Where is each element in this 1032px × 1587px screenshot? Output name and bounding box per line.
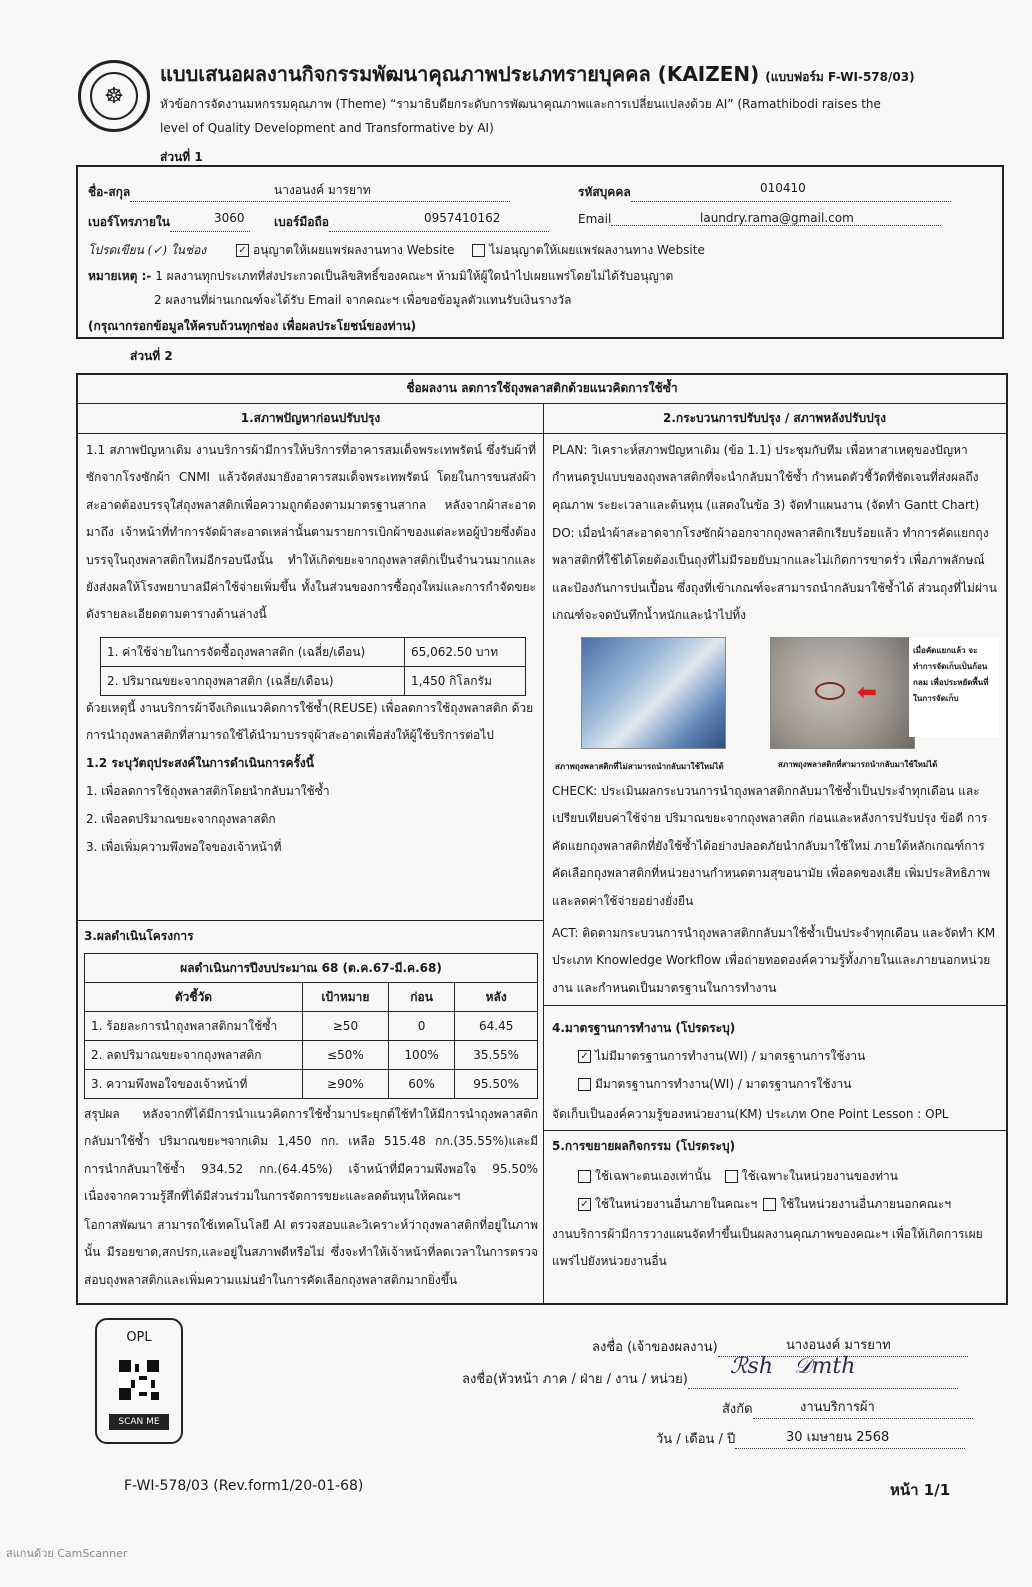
self-only-label: ใช้เฉพาะตนเองเท่านั้น bbox=[595, 1169, 711, 1183]
section-2-header: 2.กระบวนการปรับปรุง / สภาพหลังปรับปรุง bbox=[662, 411, 887, 425]
no-standard-checkbox-checked[interactable]: ✓ bbox=[578, 1050, 591, 1063]
external-unit-label: ใช้ในหน่วยงานอื่นภายนอกคณะฯ bbox=[780, 1197, 952, 1211]
table-header: ตัวชี้วัด เป้าหมาย ก่อน หลัง bbox=[85, 983, 538, 1012]
photo-2-caption: สภาพถุงพลาสติกที่สามารถนำกลับมาใช้ใหม่ได้ bbox=[778, 760, 938, 769]
cost-value: 65,062.50 บาท bbox=[405, 638, 526, 667]
work-title: ชื่อผลงาน ลดการใช้ถุงพลาสติกด้วยแนวคิดการใช้ซ้ำ bbox=[406, 381, 678, 395]
has-standard-checkbox[interactable] bbox=[578, 1078, 591, 1091]
red-arrow-icon: ⬅ bbox=[857, 678, 878, 706]
date-label: วัน / เดือน / ปี bbox=[656, 1432, 736, 1447]
scan-me-label: SCAN ME bbox=[109, 1414, 169, 1430]
cost-label: 2. ปริมาณขยะจากถุงพลาสติก (เฉลี่ย/เดือน) bbox=[101, 667, 405, 696]
part-1-label: ส่วนที่ 1 bbox=[160, 150, 203, 164]
note-2: 2 ผลงานที่ผ่านเกณฑ์จะได้รับ Email จากคณะฯ เพื่อขอข้อมูลตัวแทนรับเงินรางวัล bbox=[154, 293, 572, 307]
section-1-2-header: 1.2 ระบุวัตถุประสงค์ในการดำเนินการครั้งนี้ bbox=[86, 756, 314, 770]
head-signature-scribble: ℛsh 𝒟mth bbox=[730, 1354, 856, 1379]
seal-icon: ☸ bbox=[90, 72, 138, 120]
objective-1: 1. เพื่อลดการใช้ถุงพลาสติกโดยนำกลับมาใช้ซ้ำ bbox=[86, 784, 330, 798]
work-report-box bbox=[76, 373, 1008, 1305]
name-value: นางอนงค์ มารยาท bbox=[274, 183, 371, 197]
form-title: แบบเสนอผลงานกิจกรรมพัฒนาคุณภาพประเภทรายบุคคล (KAIZEN) (แบบฟอร์ม F-WI-578/03) bbox=[160, 62, 915, 86]
choose-label: โปรดเขียน (✓) ในช่อง bbox=[88, 243, 207, 257]
cost-value: 1,450 กิโลกรัม bbox=[405, 667, 526, 696]
page-number: หน้า 1/1 bbox=[890, 1481, 951, 1499]
id-label: รหัสบุคคล bbox=[578, 185, 631, 199]
objective-3: 3. เพื่อเพิ่มความพึงพอใจของเจ้าหน้าที่ bbox=[86, 840, 282, 854]
scanner-watermark: สแกนด้วย CamScanner bbox=[6, 1547, 128, 1560]
photo-note: เมื่อคัดแยกแล้ว จะทำการจัดเก็บเป็นก้อนกลม เพื่อประหยัดพื้นที่ในการจัดเก็บ bbox=[909, 637, 999, 737]
note-label: หมายเหตุ :- bbox=[88, 269, 152, 283]
date-value: 30 เมษายน 2568 bbox=[786, 1430, 890, 1445]
allow-checkbox-checked[interactable]: ✓ bbox=[236, 244, 249, 257]
self-only-checkbox[interactable] bbox=[578, 1170, 591, 1183]
mobile-label: เบอร์มือถือ bbox=[274, 215, 329, 229]
section-4-header: 4.มาตรฐานการทำงาน (โปรดระบุ) bbox=[552, 1021, 736, 1035]
plan-text: PLAN: วิเคราะห์สภาพปัญหาเดิม (ข้อ 1.1) ประชุมกับทีม เพื่อหาสาเหตุของปัญหา กำหนดรูปแบบของถุงพลาสติกที่จะนำกลับมาใช้ซ้ำ กำหนดตัวชี้วัดที่ชัดเจนที่ส่งผลถึงคุณภาพ ระยะเวลาและต้นทุน (แสดงในข้อ 3) จัดทำแผนงาน (จัดทำ Gantt Chart) bbox=[552, 443, 980, 512]
dept-label: สังกัด bbox=[722, 1402, 753, 1417]
table-row: 2. ลดปริมาณขยะจากถุงพลาสติก ≤50% 100% 35.55% bbox=[85, 1041, 538, 1070]
section-3-header: 3.ผลดำเนินโครงการ bbox=[84, 929, 194, 943]
km-note: จัดเก็บเป็นองค์ความรู้ของหน่วยงาน(KM) ประเภท One Point Lesson : OPL bbox=[552, 1107, 949, 1121]
extension-note: งานบริการผ้ามีการวางแผนจัดทำขึ้นเป็นผลงานคุณภาพของคณะฯ เพื่อให้เกิดการเผยแพร่ไปยังหน่วยงานอื่น bbox=[552, 1227, 983, 1269]
email-label: Email bbox=[578, 212, 612, 226]
cost-label: 1. ค่าใช้จ่ายในการจัดซื้อถุงพลาสติก (เฉลี่ย/เดือน) bbox=[101, 638, 405, 667]
dept-value: งานบริการผ้า bbox=[800, 1400, 875, 1415]
table-row bbox=[101, 667, 526, 696]
summary-text: สรุปผล หลังจากที่ได้มีการนำแนวคิดการใช้ซ้ำมาประยุกต์ใช้ทำให้มีการนำถุงพลาสติกกลับมาใช้ซ้ำ ปริมาณขยะฯจากเดิม 1,450 กก. เหลือ 515.48 กก.(35.55%)และมีการนำกลับมาใช้ซ้ำ 934.52 กก.(64.45%) เจ้าหน้าที่มีความพึงพอใจ 95.50% เนื่องจากความรู้สึกที่ได้มีส่วนร่วมในการจัดการขยะและลดต้นทุนให้คณะฯ bbox=[84, 1107, 538, 1204]
results-table bbox=[84, 953, 538, 1099]
name-label: ชื่อ-สกุล bbox=[88, 185, 131, 199]
results-title: ผลดำเนินการปีงบประมาณ 68 (ต.ค.67-มี.ค.68) bbox=[85, 954, 538, 983]
id-value: 010410 bbox=[760, 181, 806, 195]
note-1: 1 ผลงานทุกประเภทที่ส่งประกวดเป็นลิขสิทธิ์ของคณะฯ ห้ามมิให้ผู้ใดนำไปเผยแพร่โดยไม่ได้รับอนุญาต bbox=[155, 269, 674, 283]
section-5-header: 5.การขยายผลกิจกรรม (โปรดระบุ) bbox=[552, 1139, 736, 1153]
owner-sign-label: ลงชื่อ (เจ้าของผลงาน) bbox=[592, 1340, 718, 1355]
owner-sign-value: นางอนงค์ มารยาท bbox=[786, 1338, 891, 1353]
fill-note: (กรุณากรอกข้อมูลให้ครบถ้วนทุกช่อง เพื่อผลประโยชน์ของท่าน) bbox=[88, 319, 417, 333]
deny-checkbox[interactable] bbox=[472, 244, 485, 257]
cost-table bbox=[100, 637, 526, 696]
mobile-value: 0957410162 bbox=[424, 211, 501, 225]
allow-label: อนุญาตให้เผยแพร่ผลงานทาง Website bbox=[253, 243, 455, 257]
qr-top-label: OPL bbox=[126, 1330, 152, 1345]
objective-2: 2. เพื่อลดปริมาณขยะจากถุงพลาสติก bbox=[86, 812, 276, 826]
head-sign-label: ลงชื่อ(หัวหน้า ภาค / ฝ่าย / งาน / หน่วย) bbox=[462, 1372, 688, 1387]
section-1-header: 1.สภาพปัญหาก่อนปรับปรุง bbox=[240, 411, 381, 425]
reuse-text: ด้วยเหตุนี้ งานบริการผ้าจึงเกิดแนวคิดการใช้ซ้ำ(REUSE) เพื่อลดการใช้ถุงพลาสติก ด้วยการนำถุงพลาสติกที่สามารถใช้ได้นำมาบรรจุผ้าสะอาดเพื่อส่งให้ผู้ใช้บริการต่อไป bbox=[86, 701, 534, 743]
email-value: laundry.rama@gmail.com bbox=[700, 211, 854, 225]
act-text: ACT: ติดตามกระบวนการนำถุงพลาสติกกลับมาใช้ซ้ำเป็นประจำทุกเดือน และจัดทำ KM ประเภท Knowledge Workflow เพื่อถ่ายทอดองค์ความรู้ทั้งภายในและภายนอกหน่วยงาน และกำหนดเป็นมาตรฐานในการทำงาน bbox=[552, 926, 996, 995]
form-number: (แบบฟอร์ม F-WI-578/03) bbox=[765, 70, 915, 84]
opportunity-text: โอกาสพัฒนา สามารถใช้เทคโนโลยี AI ตรวจสอบและวิเคราะห์ว่าถุงพลาสติกที่อยู่ในภาพนั้น มีรอยขาด,สกปรก,และอยู่ในสภาพดีหรือไม่ ซึ่งจะทำให้เจ้าหน้าที่ลดเวลาในการตรวจสอบถุงพลาสติกและเพิ่มความแม่นยำในการคัดเลือกถุงพลาสติกมากยิ่งขึ้น bbox=[84, 1218, 538, 1287]
ext-label: เบอร์โทรภายใน bbox=[88, 215, 170, 229]
own-unit-label: ใช้เฉพาะในหน่วยงานของท่าน bbox=[741, 1169, 898, 1183]
external-unit-checkbox[interactable] bbox=[763, 1198, 776, 1211]
part-2-label: ส่วนที่ 2 bbox=[130, 349, 173, 363]
table-row bbox=[101, 638, 526, 667]
photo-1-caption: สภาพถุงพลาสติกที่ไม่สามารถนำกลับมาใช้ใหม่ได้ bbox=[555, 762, 724, 771]
check-text: CHECK: ประเมินผลกระบวนการนำถุงพลาสติกกลับมาใช้ซ้ำเป็นประจำทุกเดือน และเปรียบเทียบค่าใช้จ่าย ปริมาณขยะจากถุงพลาสติก ก่อนและหลังการปรับปรุง ข้อดี การคัดแยกถุงพลาสติกที่ยังใช้ซ้ำได้อย่างปลอดภัยนำกลับมาใช้ใหม่ ภายใต้หลักเกณฑ์การคัดเลือกถุงพลาสติกที่หน่วยงานกำหนดตามสุขอนามัย เพื่อลดของเสีย เพิ่มประสิทธิภาพและลดค่าใช้จ่ายอย่างยั่งยืน bbox=[552, 784, 991, 908]
qr-code-card[interactable] bbox=[95, 1318, 183, 1444]
deny-label: ไม่อนุญาตให้เผยแพร่ผลงานทาง Website bbox=[489, 243, 705, 257]
unusable-bag-photo bbox=[581, 637, 726, 749]
form-reference: F-WI-578/03 (Rev.form1/20-01-68) bbox=[124, 1478, 364, 1494]
table-row: 3. ความพึงพอใจของเจ้าหน้าที่ ≥90% 60% 95.50% bbox=[85, 1070, 538, 1099]
internal-unit-label: ใช้ในหน่วยงานอื่นภายในคณะฯ bbox=[595, 1197, 758, 1211]
faculty-logo bbox=[78, 60, 150, 132]
section-1-1-text: 1.1 สภาพปัญหาเดิม งานบริการผ้ามีการให้บริการที่อาคารสมเด็จพระเทพรัตน์ ซึ่งรับผ้าที่ซักจากโรงซักผ้า CNMI แล้วจัดส่งมายังอาคารสมเด็จพระเทพรัตน์ โดยในการขนส่งผ้าสะอาดต้องบรรจุใส่ถุงพลาสติกเพื่อความถูกต้องตามมาตรฐานสากล หลังจากผ้าสะอาดมาถึง เจ้าหน้าที่ทำการจัดผ้าสะอาดเหล่านั้นตามรายการเบิกผ้าของแต่ละหอผู้ป่วยซึ่งต้องบรรจุในถุงพลาสติกใหม่อีกรอบนึงนั้น ทำให้เกิดขยะจากถุงพลาสติกเป็นจำนวนมากและยังส่งผลให้โรงพยาบาลมีค่าใช้จ่ายเพิ่มขึ้น ทั้งในส่วนของการซื้อถุงใหม่และการกำจัดขยะ ดังรายละเอียดตามตารางด้านล่างนี้ bbox=[86, 443, 536, 622]
own-unit-checkbox[interactable] bbox=[725, 1170, 738, 1183]
personal-info-box bbox=[76, 165, 1004, 339]
has-standard-label: มีมาตรฐานการทำงาน(WI) / มาตรฐานการใช้งาน bbox=[595, 1077, 852, 1091]
do-text: DO: เมื่อนำผ้าสะอาดจากโรงซักผ้าออกจากถุงพลาสติกเรียบร้อยแล้ว ทำการคัดแยกถุงพลาสติกที่ใช้ได้โดยต้องเป็นถุงที่ไม่มีรอยยับมากและไม่เกิดการขาดรั่ว เพื่อภาพลักษณ์และป้องกันการปนเปื้อน ซึ่งถุงที่เข้าเกณฑ์จะสามารถนำกลับมาใช้ซ้ำได้ ส่วนถุงที่ไม่ผ่านเกณฑ์จะจดบันทึกน้ำหนักและนำไปทิ้ง bbox=[552, 526, 997, 623]
qr-code-icon bbox=[119, 1360, 159, 1400]
theme-text: หัวข้อการจัดงานมหกรรมคุณภาพ (Theme) “รามาธิบดียกระดับการพัฒนาคุณภาพและการเปลี่ยนแปลงด้วย AI” (Ramathibodi raises the level of Quality Development and Transformative by AI) bbox=[160, 97, 881, 135]
internal-unit-checkbox-checked[interactable]: ✓ bbox=[578, 1198, 591, 1211]
ext-value: 3060 bbox=[214, 211, 245, 225]
table-row: 1. ร้อยละการนำถุงพลาสติกมาใช้ซ้ำ ≥50 0 64.45 bbox=[85, 1012, 538, 1041]
reusable-bag-photo bbox=[770, 637, 915, 749]
no-standard-label: ไม่มีมาตรฐานการทำงาน(WI) / มาตรฐานการใช้งาน bbox=[595, 1049, 866, 1063]
